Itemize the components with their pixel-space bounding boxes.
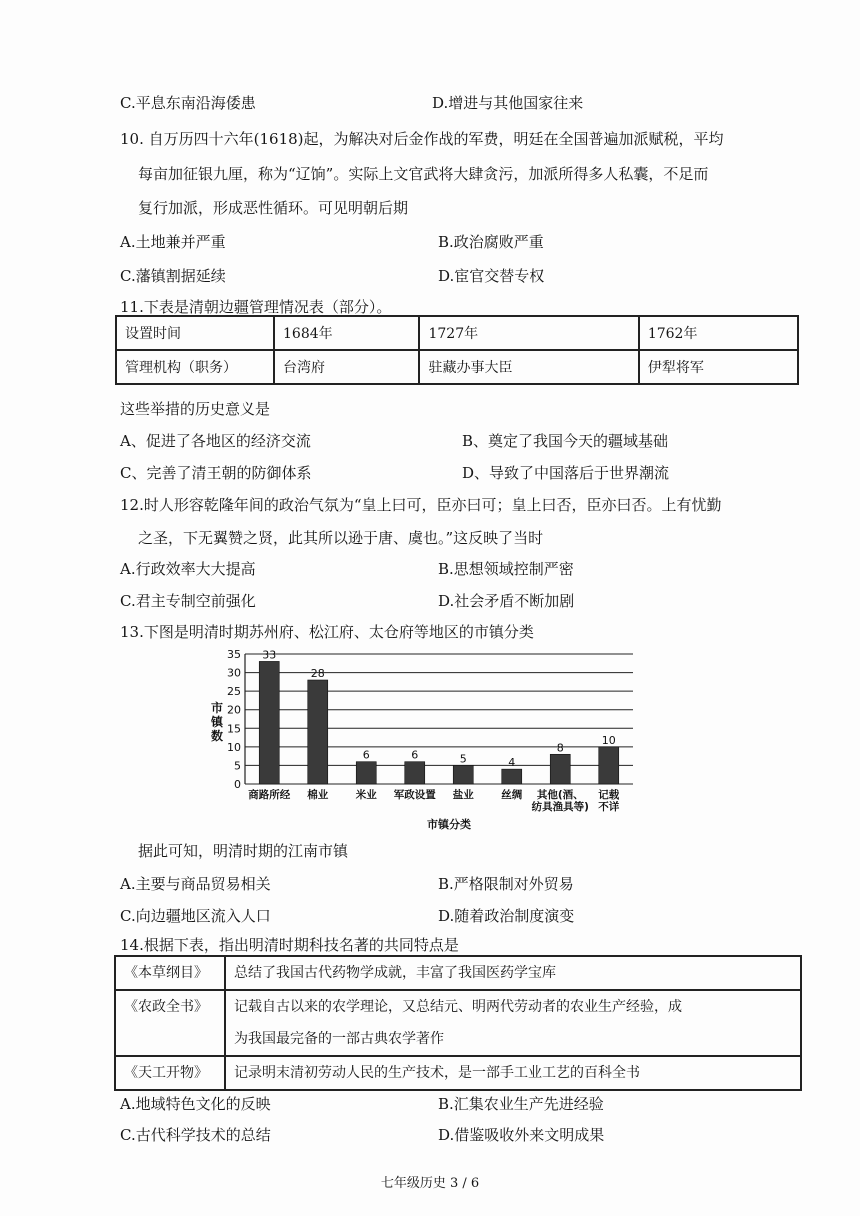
q10-stem-line-2: 每亩加征银九厘，称为“辽饷”。实际上文官武将大肆贪污，加派所得多人私囊，不足而 xyxy=(138,165,709,183)
y-axis-label: 市 xyxy=(210,701,224,715)
q9-option-d: D.增进与其他国家往来 xyxy=(432,94,584,112)
y-tick-label: 25 xyxy=(227,685,241,699)
q10-option-c: C.藩镇割据延续 xyxy=(120,267,226,285)
x-tick-label: 其他(酒、 xyxy=(536,789,584,801)
book-title: 《本草纲目》 xyxy=(115,956,225,990)
table-row xyxy=(116,316,798,350)
x-tick-label: 纺具渔具等) xyxy=(531,801,589,813)
y-tick-label: 0 xyxy=(234,778,241,791)
y-axis-label: 数 xyxy=(210,729,224,743)
q10-stem-line-3: 复行加派，形成恶性循环。可见明朝后期 xyxy=(138,199,409,217)
table-cell: 1684年 xyxy=(274,316,419,350)
table-row xyxy=(115,1056,801,1090)
book-description-line: 为我国最完备的一部古典农学著作 xyxy=(234,1031,444,1047)
y-tick-label: 10 xyxy=(227,740,241,754)
page-footer: 七年级历史 3 / 6 xyxy=(380,1176,480,1191)
bar xyxy=(599,747,619,784)
table-cell: 1762年 xyxy=(639,316,798,350)
q14-option-c: C.古代科学技术的总结 xyxy=(120,1126,271,1144)
x-tick-label: 记载 xyxy=(598,789,620,801)
y-tick-label: 5 xyxy=(234,759,241,773)
book-description xyxy=(225,1056,801,1090)
q11-stem: 11.下表是清朝边疆管理情况表（部分）。 xyxy=(120,298,392,316)
data-label: 8 xyxy=(556,741,564,755)
q13-option-b: B.严格限制对外贸易 xyxy=(438,875,574,893)
q11-question: 这些举措的历史意义是 xyxy=(120,400,271,418)
q14-option-b: B.汇集农业生产先进经验 xyxy=(438,1095,604,1113)
data-label: 6 xyxy=(362,748,370,762)
q9-option-c: C.平息东南沿海倭患 xyxy=(120,94,256,112)
bar xyxy=(405,762,425,784)
book-title: 《农政全书》 xyxy=(115,990,225,1056)
q12-stem-line-2: 之圣，下无翼赞之贤，此其所以逊于唐、虞也。”这反映了当时 xyxy=(138,529,544,547)
q11-option-a: A、促进了各地区的经济交流 xyxy=(120,432,311,450)
data-label: 28 xyxy=(310,667,325,680)
q13-stem: 13.下图是明清时期苏州府、松江府、太仓府等地区的市镇分类 xyxy=(120,623,534,641)
y-tick-label: 15 xyxy=(227,722,241,736)
table-row xyxy=(115,956,801,990)
x-axis-label: 市镇分类 xyxy=(427,818,471,831)
bar xyxy=(502,769,522,784)
q12-option-d: D.社会矛盾不断加剧 xyxy=(438,592,575,610)
q12-option-b: B.思想领域控制严密 xyxy=(438,560,574,578)
q11-border-table xyxy=(115,315,799,385)
bar xyxy=(259,661,279,784)
x-tick-label: 军政设置 xyxy=(393,789,436,801)
data-label: 6 xyxy=(411,748,419,762)
book-description xyxy=(225,990,801,1056)
table-row xyxy=(115,990,801,1056)
q13-option-a: A.主要与商品贸易相关 xyxy=(120,875,271,893)
q13-option-c: C.向边疆地区流入人口 xyxy=(120,907,271,925)
q11-option-d: D、导致了中国落后于世界潮流 xyxy=(462,464,670,482)
q14-option-d: D.借鉴吸收外来文明成果 xyxy=(438,1126,605,1144)
q10-option-d: D.宦官交替专权 xyxy=(438,267,545,285)
table-cell: 台湾府 xyxy=(274,350,419,384)
bar xyxy=(356,762,376,784)
book-description xyxy=(225,956,801,990)
table-cell: 伊犁将军 xyxy=(639,350,798,384)
y-tick-label: 20 xyxy=(227,703,241,717)
table-cell: 管理机构（职务） xyxy=(116,350,274,384)
q10-stem-line-1: 10. 自万历四十六年(1618)起，为解决对后金作战的军费，明廷在全国普遍加派赋税，平均 xyxy=(120,130,724,148)
x-tick-label: 棉业 xyxy=(307,789,329,801)
q10-option-b: B.政治腐败严重 xyxy=(438,233,544,251)
x-tick-label: 丝绸 xyxy=(501,789,523,801)
q13-option-d: D.随着政治制度演变 xyxy=(438,907,575,925)
y-tick-label: 30 xyxy=(227,666,241,680)
market-town-bar-chart xyxy=(205,650,645,835)
q14-option-a: A.地域特色文化的反映 xyxy=(120,1095,271,1113)
x-tick-label: 不详 xyxy=(598,801,620,813)
y-tick-label: 35 xyxy=(227,650,241,661)
book-description-line: 总结了我国古代药物学成就，丰富了我国医药学宝库 xyxy=(234,965,556,981)
bar xyxy=(550,754,570,784)
data-label: 10 xyxy=(601,733,616,747)
bar xyxy=(308,680,328,784)
bar xyxy=(453,765,473,784)
x-tick-label: 米业 xyxy=(355,789,377,801)
data-label: 5 xyxy=(459,752,467,766)
book-description-line: 记载自古以来的农学理论，又总结元、明两代劳动者的农业生产经验，成 xyxy=(234,999,682,1015)
data-label: 4 xyxy=(508,756,516,770)
book-description-line: 记录明末清初劳动人民的生产技术，是一部手工业工艺的百科全书 xyxy=(234,1065,640,1081)
table-cell: 1727年 xyxy=(419,316,638,350)
x-tick-label: 商路所经 xyxy=(248,789,291,801)
q11-option-b: B、奠定了我国今天的疆域基础 xyxy=(462,432,669,450)
data-label: 33 xyxy=(262,650,277,662)
q14-stem: 14.根据下表，指出明清时期科技名著的共同特点是 xyxy=(120,936,459,954)
q14-book-table xyxy=(114,955,802,1091)
table-cell: 驻藏办事大臣 xyxy=(419,350,638,384)
q11-option-c: C、完善了清王朝的防御体系 xyxy=(120,464,312,482)
q12-stem-line-1: 12.时人形容乾隆年间的政治气氛为“皇上曰可，臣亦曰可；皇上曰否，臣亦曰否。上有忧勤 xyxy=(120,496,722,514)
q10-option-a: A.土地兼并严重 xyxy=(120,233,226,251)
q13-question: 据此可知，明清时期的江南市镇 xyxy=(138,842,349,860)
x-tick-label: 盐业 xyxy=(452,789,474,801)
table-cell: 设置时间 xyxy=(116,316,274,350)
q12-option-a: A.行政效率大大提高 xyxy=(120,560,256,578)
q12-option-c: C.君主专制空前强化 xyxy=(120,592,256,610)
table-row xyxy=(116,350,798,384)
book-title: 《天工开物》 xyxy=(115,1056,225,1090)
y-axis-label: 镇 xyxy=(210,715,224,729)
